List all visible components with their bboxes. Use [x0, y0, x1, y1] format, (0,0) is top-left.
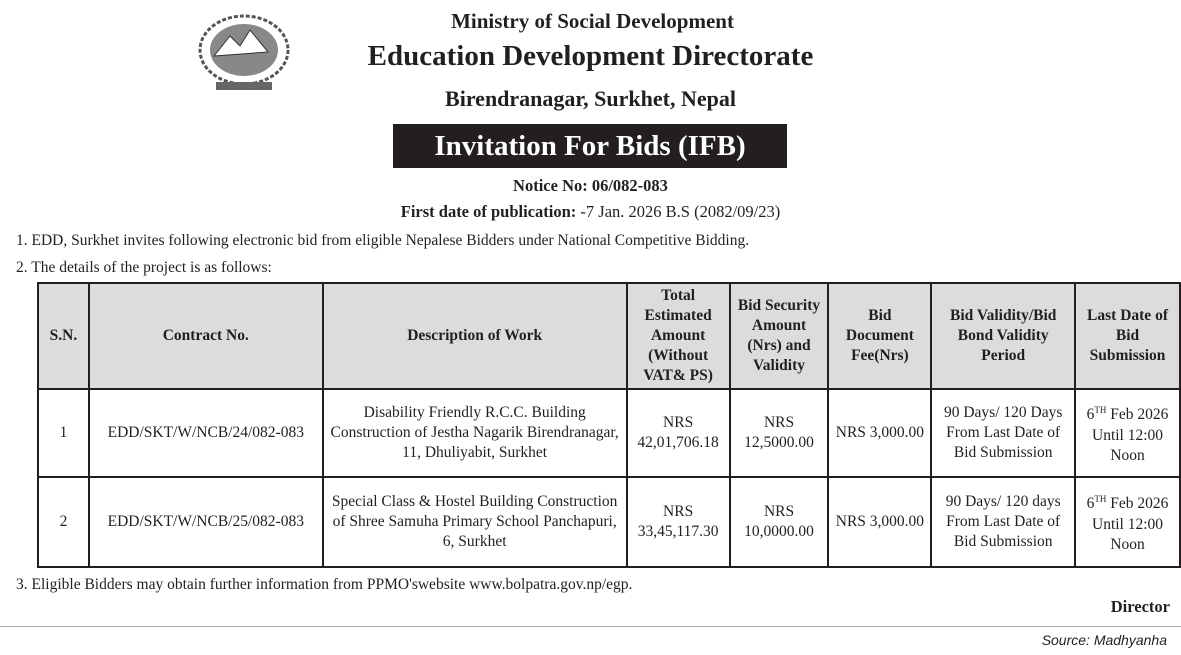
publication-value: -7 Jan. 2026 B.S (2082/09/23) [576, 202, 781, 221]
cell-description: Disability Friendly R.C.C. Building Construction of Jestha Nagarik Birendranagar, 11, Dhuliyabit, Surkhet [323, 389, 627, 477]
table-header-row [38, 283, 1180, 389]
day-suffix: TH [1094, 405, 1107, 416]
table-row [38, 389, 1180, 477]
paragraph-3 [16, 576, 632, 594]
publication-label: First date of publication: [400, 202, 577, 221]
notice-number: Notice No: 06/082-083 [513, 176, 668, 195]
cell-description: Special Class & Hostel Building Construction of Shree Samuha Primary School Panchapuri, 6, Surkhet [323, 477, 627, 567]
publication-date [0, 202, 1181, 222]
day: 6 [1086, 495, 1095, 513]
header-contract: Contract No. [89, 283, 323, 389]
header-sn: S.N. [38, 283, 89, 389]
cell-fee: NRS 3,000.00 [828, 389, 931, 477]
project-table [37, 282, 1181, 568]
day: 6 [1086, 406, 1095, 424]
header-amount: Total Estimated Amount (Without VAT& PS) [627, 283, 730, 389]
header-last-date: Last Date of Bid Submission [1075, 283, 1180, 389]
last-date-text: Feb 2026 Until 12:00 Noon [1092, 495, 1169, 553]
cell-amount: NRS 33,45,117.30 [627, 477, 730, 567]
paragraph-1: 1. EDD, Surkhet invites following electronic bid from eligible Nepalese Bidders under National Competitive Bidding. [16, 232, 750, 249]
paragraph-3-suffix: . [628, 576, 633, 593]
cell-contract: EDD/SKT/W/NCB/24/082-083 [89, 389, 323, 477]
cell-contract: EDD/SKT/W/NCB/25/082-083 [89, 477, 323, 567]
directorate-name: Education Development Directorate [367, 40, 814, 72]
cell-fee: NRS 3,000.00 [828, 477, 931, 567]
cell-sn: 1 [38, 389, 89, 477]
last-date-text: Feb 2026 Until 12:00 Noon [1092, 406, 1169, 464]
day-suffix: TH [1094, 494, 1107, 505]
header-security: Bid Security Amount (Nrs) and Validity [730, 283, 829, 389]
notice-title: Invitation For Bids (IFB) [393, 124, 787, 168]
paragraph-2: 2. The details of the project is as follows: [16, 259, 272, 276]
cell-security: NRS 12,5000.00 [730, 389, 829, 477]
ministry-name: Ministry of Social Development [451, 9, 734, 33]
source-credit: Source: Madhyanha [1041, 632, 1167, 648]
cell-validity: 90 Days/ 120 Days From Last Date of Bid Submission [931, 389, 1075, 477]
header-validity: Bid Validity/Bid Bond Validity Period [931, 283, 1075, 389]
bolpatra-link[interactable]: www.bolpatra.gov.np/egp [469, 576, 629, 593]
paragraph-3-text: 3. Eligible Bidders may obtain further information from PPMO'swebsite [16, 576, 470, 593]
signatory: Director [1110, 597, 1170, 616]
cell-amount: NRS 42,01,706.18 [627, 389, 730, 477]
cell-sn: 2 [38, 477, 89, 567]
cell-last-date [1075, 477, 1180, 567]
address: Birendranagar, Surkhet, Nepal [445, 86, 736, 111]
divider [0, 626, 1181, 627]
cell-last-date [1075, 389, 1180, 477]
header-fee: Bid Document Fee(Nrs) [828, 283, 931, 389]
table-row [38, 477, 1180, 567]
header-description: Description of Work [323, 283, 627, 389]
cell-security: NRS 10,0000.00 [730, 477, 829, 567]
cell-validity: 90 Days/ 120 days From Last Date of Bid Submission [931, 477, 1075, 567]
